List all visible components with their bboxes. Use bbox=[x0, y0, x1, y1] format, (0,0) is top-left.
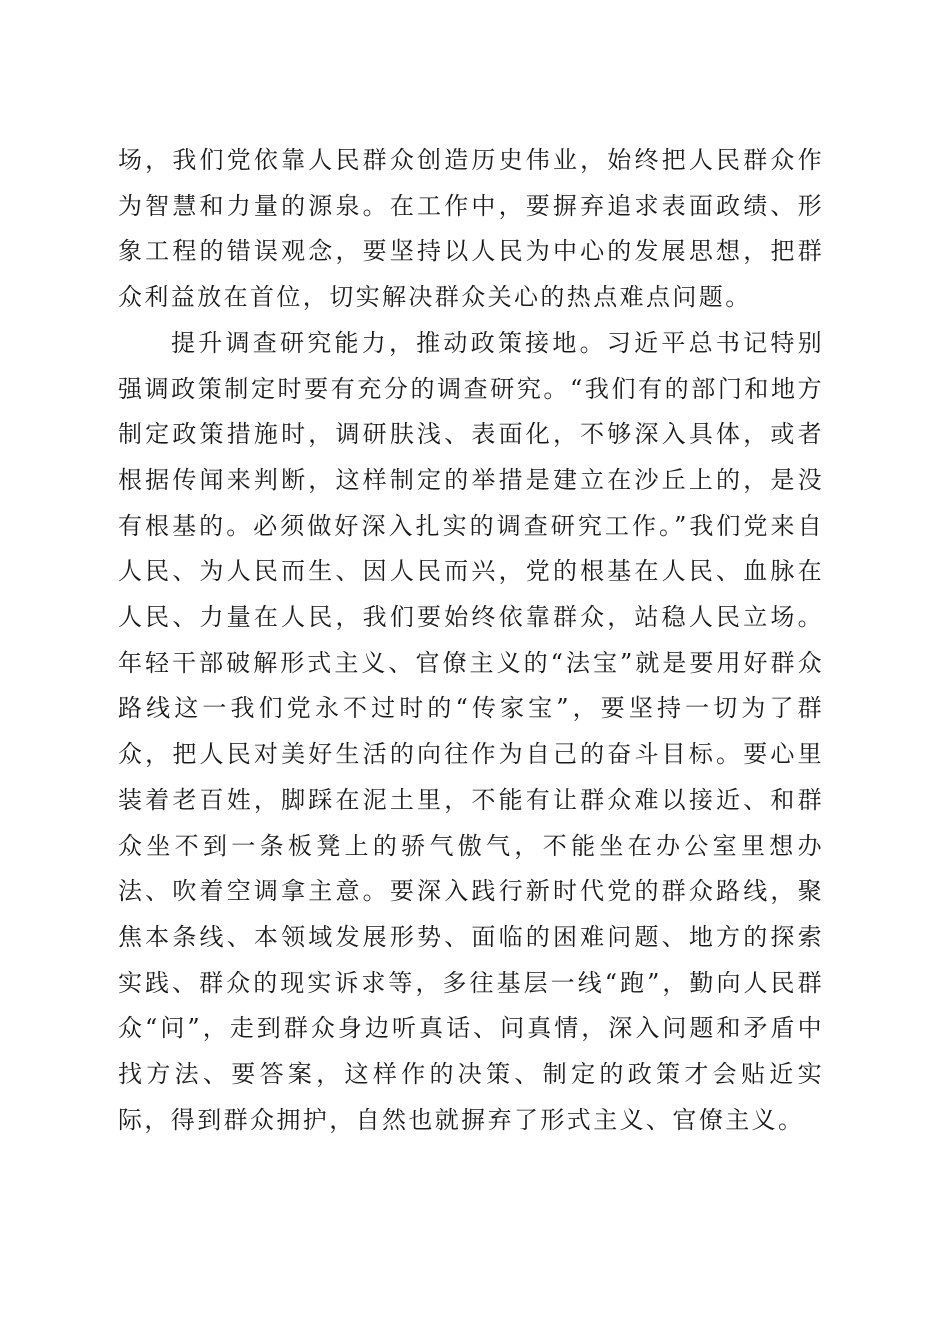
paragraph-continuation: 场，我们党依靠人民群众创造历史伟业，始终把人民群众作为智慧和力量的源泉。在工作中，要摒弃追求表面政绩、形象工程的错误观念，要坚持以人民为中心的发展思想，把群众利益放在首位，切实解决群众关心的热点难点问题。 bbox=[118, 146, 824, 312]
paragraph-investigation-research: 提升调查研究能力，推动政策接地。习近平总书记特别强调政策制定时要有充分的调查研究。“我们有的部门和地方制定政策措施时，调研肤浅、表面化，不够深入具体，或者根据传闻来判断，这样制定的举措是建立在沙丘上的，是没有根基的。必须做好深入扎实的调查研究工作。”我们党来自人民、为人民而生、因人民而兴，党的根基在人民、血脉在人民、力量在人民，我们要始终依靠群众，站稳人民立场。年轻干部破解形式主义、官僚主义的“法宝”就是要用好群众路线这一我们党永不过时的“传家宝”，要坚持一切为了群众，把人民对美好生活的向往作为自己的奋斗目标。要心里装着老百姓，脚踩在泥土里，不能有让群众难以接近、和群众坐不到一条板凳上的骄气傲气，不能坐在办公室里想办法、吹着空调拿主意。要深入践行新时代党的群众路线，聚焦本条线、本领域发展形势、面临的困难问题、地方的探索实践、群众的现实诉求等，多往基层一线“跑”，勤向人民群众“问”，走到群众身边听真话、问真情，深入问题和矛盾中找方法、要答案，这样作的决策、制定的政策才会贴近实际，得到群众拥护，自然也就摒弃了形式主义、官僚主义。 bbox=[118, 328, 824, 1134]
document-body bbox=[118, 138, 824, 1143]
